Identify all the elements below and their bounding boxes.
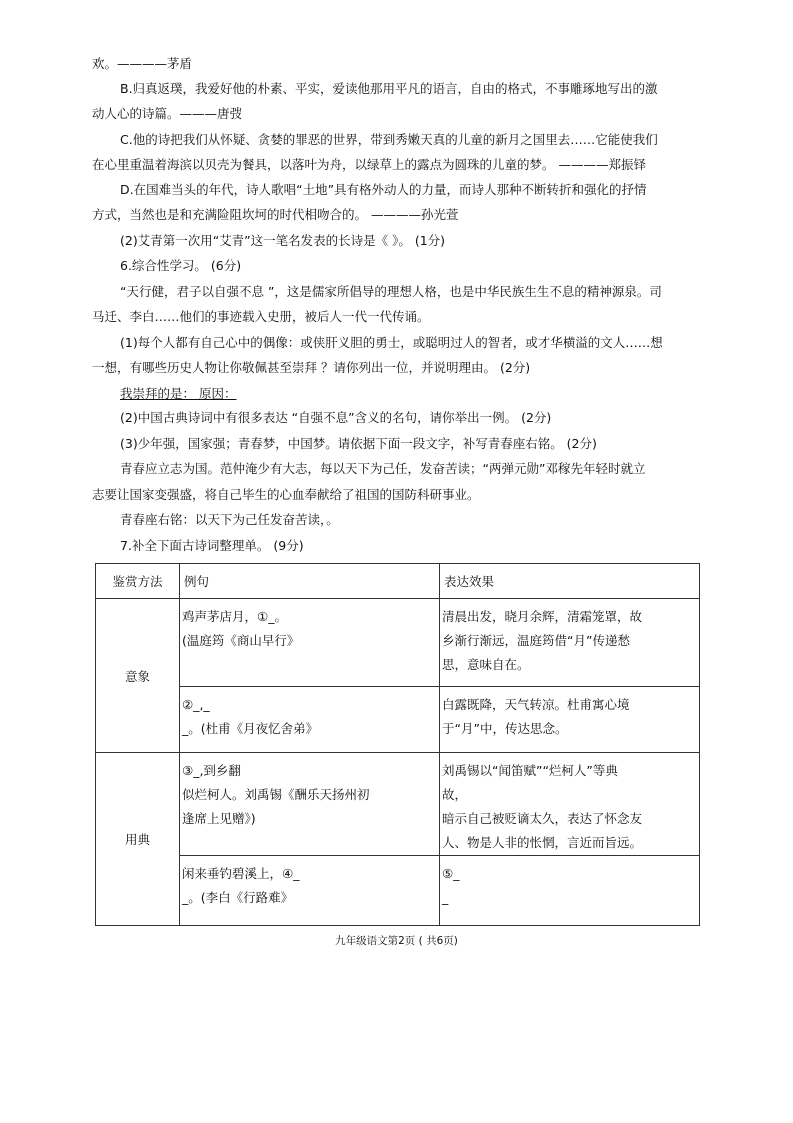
text-line-3: 动人心的诗篇。———唐弢 xyxy=(92,106,243,121)
header-example: 例句 xyxy=(180,564,440,599)
example-line: 闲来垂钓碧溪上，④_ xyxy=(182,866,300,881)
effect-line: _ xyxy=(442,890,449,905)
text-line-6: D.在国难当头的年代，诗人歌唱“土地”具有格外动人的力量，而诗人那种不断转折和强化的抒情 xyxy=(120,182,647,197)
table-row xyxy=(96,856,700,926)
text-line-5: 在心里重温着海滨以贝壳为餐具，以落叶为舟，以绿草上的露点为圆珠的儿童的梦。 ————郑振铎 xyxy=(92,157,646,172)
effect-line: 思，意味自在。 xyxy=(442,657,530,672)
header-method: 鉴赏方法 xyxy=(96,564,180,599)
example-line: ③_,到乡翻 xyxy=(182,763,241,778)
effect-line: 暗示自己被贬谪太久，表达了怀念友 xyxy=(442,811,643,826)
method-allusion: 用典 xyxy=(96,753,180,926)
example-cell xyxy=(180,687,440,753)
effect-line: 白露既降，天气转凉。杜甫寓心境 xyxy=(442,697,630,712)
example-line: 逢席上见赠》) xyxy=(182,811,256,826)
effect-line: 故， xyxy=(442,787,468,802)
text-line-17: 青春应立志为国。范仲淹少有大志，每以天下为己任，发奋苦读；“两弹元勋”邓稼先年轻时就立 xyxy=(120,461,646,476)
text-line-2: B.归真返璞，我爱好他的朴素、平实，爱读他那用平凡的语言，自由的格式，不事雕琢地写出的激 xyxy=(120,81,658,96)
effect-line: 清晨出发，晓月余辉，清霜笼罩，故 xyxy=(442,609,643,624)
effect-line: 刘禹锡以“闻笛赋”“烂柯人”等典 xyxy=(442,763,618,778)
method-imagery: 意象 xyxy=(96,599,180,753)
text-line-9: 6.综合性学习。 (6分) xyxy=(120,258,242,273)
example-line: _。(李白《行路难》 xyxy=(182,890,294,905)
text-line-20: 7.补全下面古诗词整理单。 (9分) xyxy=(120,538,304,553)
example-line: ②_,_ xyxy=(182,697,210,712)
text-line-18: 志要让国家变强盛，将自己毕生的心血奉献给了祖国的国防科研事业。 xyxy=(92,487,480,502)
text-line-14: 我崇拜的是： 原因： xyxy=(120,386,237,401)
example-cell xyxy=(180,599,440,687)
poem-table xyxy=(95,563,700,926)
effect-line: 人、物是人非的怅惘，言近而旨远。 xyxy=(442,835,643,850)
text-line-4: C.他的诗把我们从怀疑、贪婪的罪恶的世界，带到秀嫩天真的儿童的新月之国里去……它能使我们 xyxy=(120,132,658,147)
example-line: 鸡声茅店月，①_。 xyxy=(182,609,287,624)
page-footer: 九年级语文第2页 ( 共6页) xyxy=(335,935,458,947)
effect-line: ⑤_ xyxy=(442,866,460,881)
table-row xyxy=(96,599,700,687)
text-line-16: (3)少年强，国家强；青春梦，中国梦。请依据下面一段文字，补写青春座右铭。 (2分) xyxy=(120,436,597,451)
example-line: (温庭筠《商山早行》 xyxy=(182,633,300,648)
effect-cell xyxy=(440,687,700,753)
example-line: 似烂柯人。刘禹锡《酬乐天扬州初 xyxy=(182,787,370,802)
text-line-10: “天行健，君子以自强不息 ”，这是儒家所倡导的理想人格，也是中华民族生生不息的精神源泉。司 xyxy=(120,284,662,299)
example-line: _。(杜甫《月夜忆舍弟》 xyxy=(182,721,319,736)
effect-line: 于“月”中，传达思念。 xyxy=(442,721,568,736)
text-line-19: 青春座右铭：以天下为己任发奋苦读，。 xyxy=(120,512,339,527)
text-line-12: (1)每个人都有自己心中的偶像：或侠肝义胆的勇士，或聪明过人的智者，或才华横溢的文人……想 xyxy=(120,335,663,350)
text-line-11: 马迁、李白……他们的事迹载入史册，被后人一代一代传诵。 xyxy=(92,309,430,324)
text-line-13: 一想，有哪些历史人物让你敬佩甚至崇拜 ？请你列出一位，并说明理由。 (2分) xyxy=(92,360,531,375)
table-row xyxy=(96,687,700,753)
header-effect: 表达效果 xyxy=(440,564,700,599)
text-line-1: 欢。————茅盾 xyxy=(92,56,193,71)
effect-line: 乡渐行渐远，温庭筠借“月”传递愁 xyxy=(442,633,630,648)
text-line-8: (2)艾青第一次用“艾青”这一笔名发表的长诗是《 》。 (1分) xyxy=(120,233,446,248)
table-row xyxy=(96,753,700,856)
effect-cell xyxy=(440,599,700,687)
effect-cell xyxy=(440,856,700,926)
table-header-row xyxy=(96,564,700,599)
example-cell xyxy=(180,753,440,856)
example-cell xyxy=(180,856,440,926)
effect-cell xyxy=(440,753,700,856)
text-line-15: (2)中国古典诗词中有很多表达 “自强不息”含义的名句，请你举出一例。 (2分) xyxy=(120,410,552,425)
text-line-7: 方式，当然也是和充满险阻坎坷的时代相吻合的。 ————孙光萱 xyxy=(92,207,459,222)
